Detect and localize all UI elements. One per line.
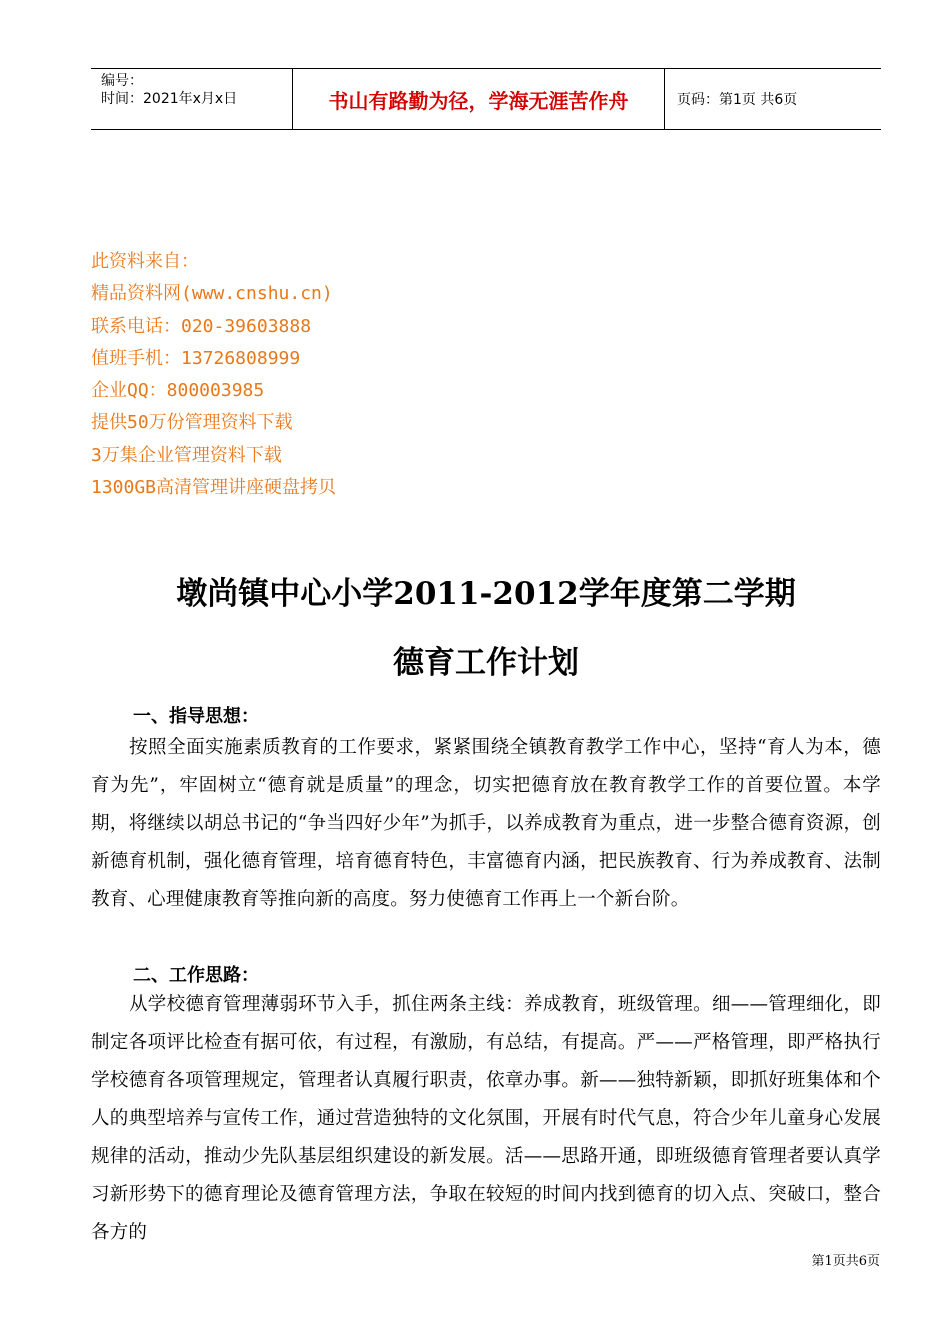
- source-info-block: [91, 246, 791, 504]
- source-line: 值班手机：13726808999: [91, 347, 301, 369]
- source-line: 联系电话：020-39603888: [91, 315, 312, 337]
- page-header: [91, 68, 881, 130]
- page-footer: 第1页共6页: [811, 1254, 880, 1269]
- number-label: 编号：: [101, 73, 143, 89]
- section2-heading: 二、工作思路：: [133, 965, 259, 986]
- time-label: 时间：2021年x月x日: [101, 91, 238, 107]
- header-motto: 书山有路勤为径，学海无涯苦作舟: [293, 69, 665, 129]
- header-meta: [91, 69, 293, 129]
- source-line: 1300GB高清管理讲座硬盘拷贝: [91, 477, 337, 499]
- source-line: 3万集企业管理资料下载: [91, 444, 282, 466]
- source-line: 此资料来自：: [91, 251, 199, 272]
- header-page-label: 页码：第1页 共6页: [677, 92, 798, 108]
- source-line: 企业QQ：800003985: [91, 380, 265, 402]
- source-line: 精品资料网(www.cnshu.cn): [91, 283, 333, 305]
- section1-body: 按照全面实施素质教育的工作要求，紧紧围绕全镇教育教学工作中心，坚持“育人为本，德育为先”，牢固树立“德育就是质量”的理念，切实把德育放在教育教学工作的首要位置。本学期，将继续以胡总书记的“争当四好少年”为抓手，以养成教育为重点，进一步整合德育资源，创新德育机制，强化德育管理，培育德育特色，丰富德育内涵，把民族教育、行为养成教育、法制教育、心理健康教育等推向新的高度。努力使德育工作再上一个新台阶。: [91, 737, 881, 910]
- source-line: 提供50万份管理资料下载: [91, 412, 293, 434]
- section2-body: 从学校德育管理薄弱环节入手，抓住两条主线：养成教育，班级管理。细——管理细化，即制定各项评比检查有据可依，有过程，有激励，有总结，有提高。严——严格管理，即严格执行学校德育各项管理规定，管理者认真履行职责，依章办事。新——独特新颖，即抓好班集体和个人的典型培养与宣传工作，通过营造独特的文化氛围，开展有时代气息，符合少年儿童身心发展规律的活动，推动少先队基层组织建设的新发展。活——思路开通，即班级德育管理者要认真学习新形势下的德育理论及德育管理方法，争取在较短的时间内找到德育的切入点、突破口，整合各方的: [91, 994, 881, 1243]
- section1-heading: 一、指导思想：: [133, 706, 259, 727]
- document-title-line1: 墩尚镇中心小学2011-2012学年度第二学期: [176, 576, 796, 612]
- document-title-line2: 德育工作计划: [393, 645, 579, 681]
